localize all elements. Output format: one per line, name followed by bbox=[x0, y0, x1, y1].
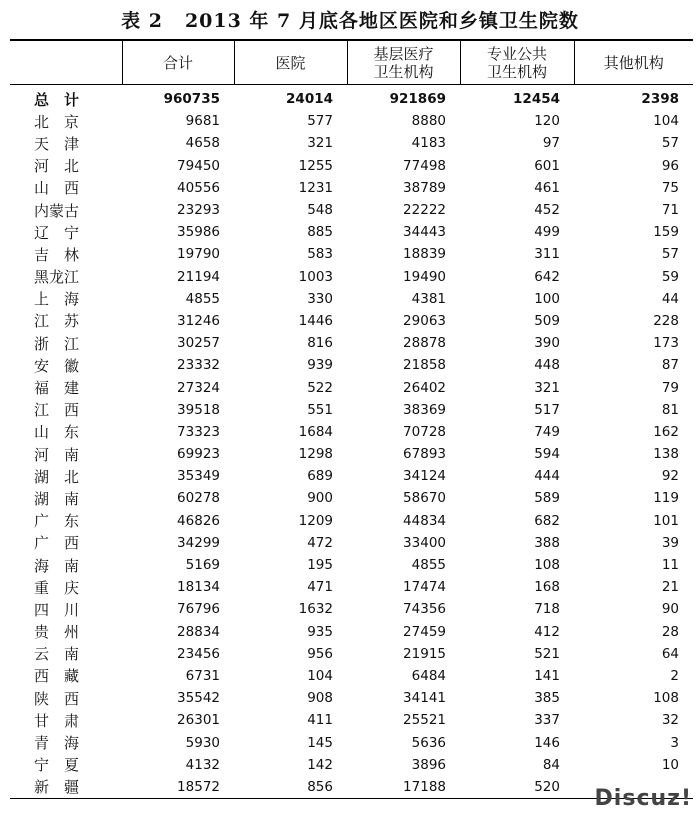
other-value: 96 bbox=[661, 157, 679, 174]
public-health-value: 385 bbox=[534, 690, 560, 707]
primary-care-value: 28878 bbox=[403, 335, 446, 352]
total-value: 5930 bbox=[185, 734, 220, 751]
table-row bbox=[10, 576, 693, 598]
primary-care-value: 44834 bbox=[403, 512, 446, 529]
other-value: 162 bbox=[653, 423, 679, 440]
public-health-value: 120 bbox=[534, 113, 560, 130]
public-health-value: 146 bbox=[534, 734, 560, 751]
region-name: 宁 夏 bbox=[34, 756, 80, 775]
total-value: 4658 bbox=[185, 135, 220, 152]
total-value: 26301 bbox=[177, 712, 220, 729]
region-name: 黑龙江 bbox=[34, 268, 80, 287]
total-value: 35349 bbox=[177, 468, 220, 485]
primary-care-value: 27459 bbox=[403, 623, 446, 640]
table-body bbox=[10, 85, 693, 799]
table-row bbox=[10, 243, 693, 265]
primary-care-value: 67893 bbox=[403, 446, 446, 463]
hospital-value: 577 bbox=[307, 113, 333, 130]
total-value: 34299 bbox=[177, 534, 220, 551]
public-health-value: 97 bbox=[542, 135, 560, 152]
other-value: 108 bbox=[653, 690, 679, 707]
table-number: 表 2 bbox=[121, 10, 163, 32]
region-name: 重 庆 bbox=[34, 578, 80, 597]
hospital-value: 321 bbox=[307, 135, 333, 152]
header-label: 卫生机构 bbox=[486, 62, 547, 81]
public-health-value: 520 bbox=[460, 776, 574, 799]
other-value: 44 bbox=[661, 290, 679, 307]
region-name: 湖 北 bbox=[34, 467, 80, 486]
hospital-value: 956 bbox=[307, 645, 333, 662]
primary-care-value: 34443 bbox=[403, 224, 446, 241]
table-row bbox=[10, 177, 693, 199]
table-row bbox=[10, 376, 693, 398]
primary-care-value: 19490 bbox=[403, 268, 446, 285]
table-row bbox=[10, 288, 693, 310]
hospital-value: 551 bbox=[307, 401, 333, 418]
primary-care-value: 70728 bbox=[403, 423, 446, 440]
other-value: 32 bbox=[661, 712, 679, 729]
primary-care-value: 33400 bbox=[403, 534, 446, 551]
table-row bbox=[10, 687, 693, 709]
public-health-value: 517 bbox=[534, 401, 560, 418]
region-name: 云 南 bbox=[34, 645, 80, 664]
header-label: 基层医疗 bbox=[373, 44, 434, 63]
region-name: 总 计 bbox=[34, 90, 80, 109]
primary-care-value: 22222 bbox=[403, 202, 446, 219]
table-row bbox=[10, 399, 693, 421]
primary-care-value: 17188 bbox=[347, 776, 460, 799]
public-health-value: 100 bbox=[534, 290, 560, 307]
total-value: 46826 bbox=[177, 512, 220, 529]
hospital-value: 583 bbox=[307, 246, 333, 263]
region-name: 湖 南 bbox=[34, 489, 80, 508]
other-value: 57 bbox=[661, 246, 679, 263]
other-value: 104 bbox=[653, 113, 679, 130]
hospital-value: 885 bbox=[307, 224, 333, 241]
hospital-value: 816 bbox=[307, 335, 333, 352]
total-value: 60278 bbox=[177, 490, 220, 507]
total-value: 27324 bbox=[177, 379, 220, 396]
primary-care-value: 77498 bbox=[403, 157, 446, 174]
public-health-value: 521 bbox=[534, 645, 560, 662]
primary-care-value: 18839 bbox=[403, 246, 446, 263]
table-title-text: 2013 年 7 月底各地区医院和乡镇卫生院数 bbox=[184, 10, 579, 32]
region-name: 广 西 bbox=[34, 534, 80, 553]
other-value: 39 bbox=[661, 534, 679, 551]
hospital-value: 1632 bbox=[298, 601, 333, 618]
table-row bbox=[10, 110, 693, 132]
table-row bbox=[10, 554, 693, 576]
total-value: 69923 bbox=[177, 446, 220, 463]
other-value: 92 bbox=[661, 468, 679, 485]
total-value: 35542 bbox=[177, 690, 220, 707]
region-name: 青 海 bbox=[34, 734, 80, 753]
primary-care-value: 74356 bbox=[403, 601, 446, 618]
public-health-value: 601 bbox=[534, 157, 560, 174]
region-name: 陕 西 bbox=[34, 689, 80, 708]
hospital-value: 1446 bbox=[298, 312, 333, 329]
primary-care-value: 21858 bbox=[403, 357, 446, 374]
table-row bbox=[10, 199, 693, 221]
hospital-value: 689 bbox=[307, 468, 333, 485]
total-value: 79450 bbox=[177, 157, 220, 174]
hospital-value: 522 bbox=[307, 379, 333, 396]
region-name: 新 疆 bbox=[10, 776, 122, 799]
other-value: 228 bbox=[653, 312, 679, 329]
table-row bbox=[10, 621, 693, 643]
hospital-value: 411 bbox=[307, 712, 333, 729]
hospital-value: 908 bbox=[307, 690, 333, 707]
hospital-value: 935 bbox=[307, 623, 333, 640]
total-value: 21194 bbox=[177, 268, 220, 285]
statistics-table bbox=[10, 39, 693, 799]
other-value: 2398 bbox=[641, 91, 679, 108]
table-row bbox=[10, 487, 693, 509]
total-value: 5169 bbox=[185, 557, 220, 574]
table-row bbox=[10, 354, 693, 376]
other-value: 71 bbox=[661, 202, 679, 219]
hospital-value: 145 bbox=[307, 734, 333, 751]
public-health-value: 108 bbox=[534, 557, 560, 574]
total-value: 18572 bbox=[122, 776, 234, 799]
public-health-value: 594 bbox=[534, 446, 560, 463]
header-row bbox=[10, 40, 693, 85]
hospital-value: 939 bbox=[307, 357, 333, 374]
primary-care-value: 4855 bbox=[411, 557, 446, 574]
public-health-value: 337 bbox=[534, 712, 560, 729]
primary-care-value: 34124 bbox=[403, 468, 446, 485]
region-name: 北 京 bbox=[34, 112, 80, 131]
total-value: 18134 bbox=[177, 579, 220, 596]
total-value: 76796 bbox=[177, 601, 220, 618]
header-region bbox=[10, 40, 122, 85]
discuz-watermark: Discuz! bbox=[594, 786, 692, 811]
region-name: 江 苏 bbox=[34, 312, 80, 331]
region-name: 吉 林 bbox=[34, 245, 80, 264]
other-value: 64 bbox=[661, 645, 679, 662]
other-value: 2 bbox=[670, 667, 679, 684]
region-name: 西 藏 bbox=[34, 667, 80, 686]
public-health-value: 412 bbox=[534, 623, 560, 640]
region-name: 四 川 bbox=[34, 600, 80, 619]
public-health-value: 461 bbox=[534, 179, 560, 196]
public-health-value: 589 bbox=[534, 490, 560, 507]
total-value: 960735 bbox=[163, 91, 220, 108]
public-health-value: 390 bbox=[534, 335, 560, 352]
primary-care-value: 6484 bbox=[411, 667, 446, 684]
primary-care-value: 3896 bbox=[411, 756, 446, 773]
region-name: 安 徽 bbox=[34, 356, 80, 375]
public-health-value: 141 bbox=[534, 667, 560, 684]
other-value: 21 bbox=[661, 579, 679, 596]
hospital-value: 142 bbox=[307, 756, 333, 773]
primary-care-value: 25521 bbox=[403, 712, 446, 729]
other-value: 57 bbox=[661, 135, 679, 152]
region-name: 浙 江 bbox=[34, 334, 80, 353]
primary-care-value: 34141 bbox=[403, 690, 446, 707]
primary-care-value: 17474 bbox=[403, 579, 446, 596]
region-name: 福 建 bbox=[34, 379, 80, 398]
public-health-value: 448 bbox=[534, 357, 560, 374]
header-label: 专业公共 bbox=[486, 44, 547, 63]
region-name: 江 西 bbox=[34, 401, 80, 420]
header-primary-care bbox=[347, 40, 460, 85]
total-value: 23293 bbox=[177, 202, 220, 219]
region-name: 贵 州 bbox=[34, 623, 80, 642]
other-value: 90 bbox=[661, 601, 679, 618]
other-value: 11 bbox=[661, 557, 679, 574]
hospital-value: 330 bbox=[307, 290, 333, 307]
table-row bbox=[10, 421, 693, 443]
header-label: 合计 bbox=[162, 53, 193, 72]
other-value: 28 bbox=[661, 623, 679, 640]
table-row bbox=[10, 709, 693, 731]
region-name: 山 西 bbox=[34, 179, 80, 198]
other-value: 173 bbox=[653, 335, 679, 352]
table-row bbox=[10, 443, 693, 465]
public-health-value: 452 bbox=[534, 202, 560, 219]
hospital-value: 1231 bbox=[298, 179, 333, 196]
total-value: 4132 bbox=[185, 756, 220, 773]
total-value: 23332 bbox=[177, 357, 220, 374]
public-health-value: 84 bbox=[542, 756, 560, 773]
table-row bbox=[10, 643, 693, 665]
other-value: 119 bbox=[653, 490, 679, 507]
table-row bbox=[10, 155, 693, 177]
hospital-value: 1209 bbox=[298, 512, 333, 529]
header-total bbox=[122, 40, 234, 85]
public-health-value: 388 bbox=[534, 534, 560, 551]
table-row bbox=[10, 310, 693, 332]
primary-care-value: 921869 bbox=[389, 91, 446, 108]
primary-care-value: 38369 bbox=[403, 401, 446, 418]
hospital-value: 1684 bbox=[298, 423, 333, 440]
hospital-value: 900 bbox=[307, 490, 333, 507]
table-row bbox=[10, 665, 693, 687]
other-value: 159 bbox=[653, 224, 679, 241]
total-value: 40556 bbox=[177, 179, 220, 196]
region-name: 甘 肃 bbox=[34, 711, 80, 730]
total-value: 30257 bbox=[177, 335, 220, 352]
hospital-value: 472 bbox=[307, 534, 333, 551]
region-name: 上 海 bbox=[34, 290, 80, 309]
table-row bbox=[10, 532, 693, 554]
total-value: 39518 bbox=[177, 401, 220, 418]
region-name: 山 东 bbox=[34, 423, 80, 442]
region-name: 辽 宁 bbox=[34, 223, 80, 242]
other-value: 59 bbox=[661, 268, 679, 285]
primary-care-value: 58670 bbox=[403, 490, 446, 507]
table-row bbox=[10, 332, 693, 354]
other-value: 3 bbox=[670, 734, 679, 751]
region-name: 广 东 bbox=[34, 512, 80, 531]
public-health-value: 321 bbox=[534, 379, 560, 396]
hospital-value: 856 bbox=[234, 776, 347, 799]
total-value: 19790 bbox=[177, 246, 220, 263]
total-value: 31246 bbox=[177, 312, 220, 329]
hospital-value: 1255 bbox=[298, 157, 333, 174]
other-value: 138 bbox=[653, 446, 679, 463]
primary-care-value: 5636 bbox=[411, 734, 446, 751]
primary-care-value: 4381 bbox=[411, 290, 446, 307]
hospital-value: 104 bbox=[307, 667, 333, 684]
other-value: 81 bbox=[661, 401, 679, 418]
public-health-value: 749 bbox=[534, 423, 560, 440]
public-health-value: 718 bbox=[534, 601, 560, 618]
total-value: 4855 bbox=[185, 290, 220, 307]
total-value: 23456 bbox=[177, 645, 220, 662]
table-row bbox=[10, 598, 693, 620]
public-health-value: 444 bbox=[534, 468, 560, 485]
table-row bbox=[10, 266, 693, 288]
hospital-value: 1003 bbox=[298, 268, 333, 285]
total-row bbox=[10, 85, 693, 111]
table-row bbox=[10, 510, 693, 532]
header-label: 其他机构 bbox=[603, 53, 664, 72]
table-row bbox=[10, 731, 693, 753]
hospital-value: 1298 bbox=[298, 446, 333, 463]
region-name: 内蒙古 bbox=[34, 201, 80, 220]
public-health-value: 311 bbox=[534, 246, 560, 263]
other-value: 10 bbox=[661, 756, 679, 773]
header-label: 卫生机构 bbox=[373, 62, 434, 81]
table-row bbox=[10, 221, 693, 243]
hospital-value: 24014 bbox=[286, 91, 333, 108]
table-row bbox=[10, 776, 693, 799]
hospital-value: 548 bbox=[307, 202, 333, 219]
region-name: 天 津 bbox=[34, 134, 80, 153]
primary-care-value: 21915 bbox=[403, 645, 446, 662]
table-row bbox=[10, 465, 693, 487]
total-value: 28834 bbox=[177, 623, 220, 640]
hospital-value: 471 bbox=[307, 579, 333, 596]
region-name: 河 北 bbox=[34, 157, 80, 176]
total-value: 35986 bbox=[177, 224, 220, 241]
other-value: 79 bbox=[661, 379, 679, 396]
table-row bbox=[10, 754, 693, 776]
public-health-value: 168 bbox=[534, 579, 560, 596]
table-row bbox=[10, 132, 693, 154]
total-value: 73323 bbox=[177, 423, 220, 440]
primary-care-value: 4183 bbox=[411, 135, 446, 152]
total-value: 6731 bbox=[185, 667, 220, 684]
other-value: 101 bbox=[653, 512, 679, 529]
region-name: 河 南 bbox=[34, 445, 80, 464]
primary-care-value: 38789 bbox=[403, 179, 446, 196]
hospital-value: 195 bbox=[307, 557, 333, 574]
other-value: 87 bbox=[661, 357, 679, 374]
public-health-value: 509 bbox=[534, 312, 560, 329]
primary-care-value: 26402 bbox=[403, 379, 446, 396]
public-health-value: 682 bbox=[534, 512, 560, 529]
header-label: 医院 bbox=[275, 53, 306, 72]
header-public-health bbox=[460, 40, 574, 85]
public-health-value: 499 bbox=[534, 224, 560, 241]
primary-care-value: 29063 bbox=[403, 312, 446, 329]
public-health-value: 12454 bbox=[513, 91, 560, 108]
other-value: 75 bbox=[661, 179, 679, 196]
public-health-value: 642 bbox=[534, 268, 560, 285]
table-title bbox=[0, 6, 700, 33]
total-value: 9681 bbox=[185, 113, 220, 130]
primary-care-value: 8880 bbox=[411, 113, 446, 130]
header-hospital bbox=[234, 40, 347, 85]
header-other bbox=[574, 40, 693, 85]
region-name: 海 南 bbox=[34, 556, 80, 575]
